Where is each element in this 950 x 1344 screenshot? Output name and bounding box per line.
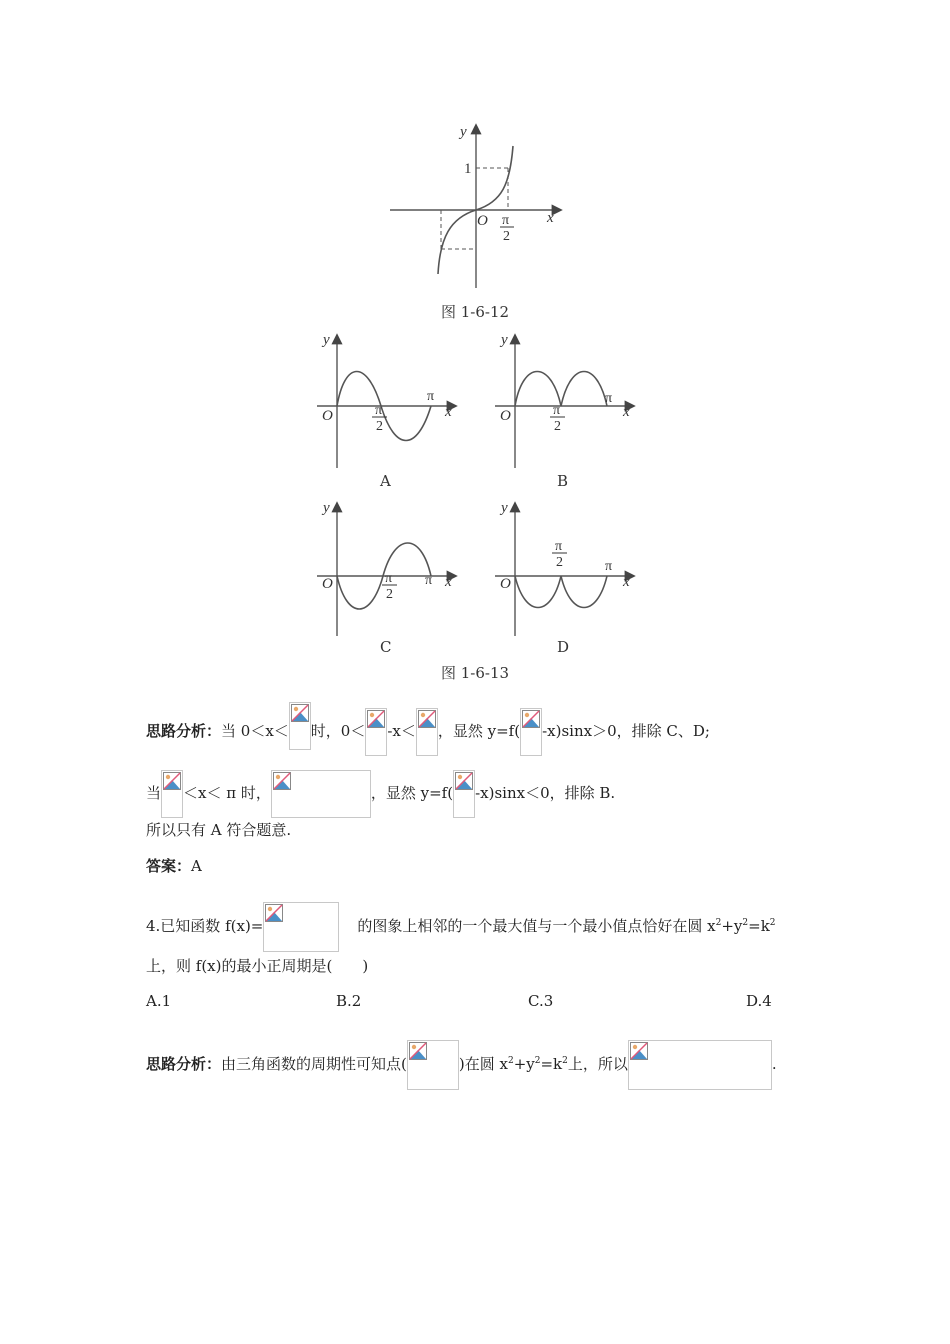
tick-label-pi-half: π xyxy=(553,403,561,418)
option-a: A.1 xyxy=(146,992,172,1010)
panel-label-b: B xyxy=(557,472,569,490)
text-segment: ＜x＜ π 时， xyxy=(183,784,271,802)
superscript: 2 xyxy=(562,1056,568,1066)
x-axis-label: x xyxy=(547,210,554,226)
option-b: B.2 xyxy=(336,992,362,1010)
tick-label-two: 2 xyxy=(503,229,510,244)
tick-label-one: 1 xyxy=(464,161,472,177)
text-segment: 当 0＜x＜ xyxy=(221,722,289,740)
answer-value: A xyxy=(191,857,202,875)
x-axis-label: x xyxy=(445,404,452,420)
origin-label: O xyxy=(500,576,511,592)
tick-label-two: 2 xyxy=(554,419,561,434)
answer-line xyxy=(146,856,202,876)
analysis-line-1 xyxy=(146,708,710,756)
superscript: 2 xyxy=(769,918,776,928)
text-segment: +y xyxy=(513,1055,535,1073)
superscript: 2 xyxy=(715,918,722,928)
curve-d xyxy=(515,576,607,608)
superscript: 2 xyxy=(534,1056,541,1066)
text-segment: =k xyxy=(748,917,770,935)
y-axis-label: y xyxy=(460,124,467,140)
tick-label-pi-half: π xyxy=(555,539,563,554)
superscript: 2 xyxy=(507,1056,514,1066)
tick-label-pi-half: π xyxy=(375,403,383,418)
tick-label-pi: π xyxy=(605,391,613,406)
figure-caption-2: 图 1-6-13 xyxy=(441,664,510,682)
tick-label-pi: π xyxy=(425,573,433,588)
formula-image-placeholder xyxy=(161,770,183,818)
text-segment: 当 xyxy=(146,784,162,802)
text-segment: +y xyxy=(721,917,743,935)
analysis-label: 思路分析： xyxy=(146,722,222,740)
question-4-line-2: 上，则 f(x)的最小正周期是( ) xyxy=(146,957,369,975)
formula-image-placeholder xyxy=(271,770,371,818)
tick-label-two: 2 xyxy=(376,419,383,434)
formula-image-placeholder xyxy=(263,902,339,952)
question-4-line xyxy=(146,902,776,952)
formula-image-placeholder xyxy=(365,708,387,756)
graph-panel-a xyxy=(315,330,460,470)
graph-panel-b xyxy=(493,330,638,470)
text-segment: )在圆 x xyxy=(458,1055,508,1073)
text-segment: 4.已知函数 f(x)= xyxy=(146,917,264,935)
origin-label: O xyxy=(322,576,333,592)
text-segment: 时，0＜ xyxy=(310,722,366,740)
figure-caption-1: 图 1-6-12 xyxy=(441,303,510,321)
text-segment: 上，所以 xyxy=(567,1055,628,1073)
text-segment: -x)sinx＞0，排除 C、D; xyxy=(542,722,710,740)
option-c: C.3 xyxy=(528,992,554,1010)
analysis-label: 思路分析： xyxy=(146,1055,222,1073)
formula-image-placeholder xyxy=(407,1040,459,1090)
formula-image-placeholder xyxy=(520,708,542,756)
answer-label: 答案： xyxy=(146,857,192,875)
formula-image-placeholder xyxy=(453,770,475,818)
text-segment: -x＜ xyxy=(387,722,416,740)
option-d: D.4 xyxy=(746,992,772,1010)
graph-panel-d xyxy=(493,498,638,638)
text-segment: ，显然 y=f( xyxy=(370,784,454,802)
origin-label: O xyxy=(322,408,333,424)
text-segment: ，显然 y=f( xyxy=(437,722,521,740)
tick-label-two: 2 xyxy=(386,587,393,602)
formula-image-placeholder xyxy=(289,702,311,750)
origin-label: O xyxy=(500,408,511,424)
curve-b xyxy=(515,372,607,407)
graph-panel-c xyxy=(315,498,460,638)
tick-label-pi: π xyxy=(502,213,510,228)
formula-image-placeholder xyxy=(628,1040,772,1090)
y-axis-label: y xyxy=(501,500,508,516)
tick-label-pi: π xyxy=(605,559,613,574)
origin-label: O xyxy=(477,213,488,229)
analysis-line-2 xyxy=(146,770,615,818)
text-segment: -x)sinx＜0，排除 B. xyxy=(475,784,616,802)
analysis-line-3 xyxy=(146,1040,777,1090)
panel-label-a: A xyxy=(380,472,391,490)
conclusion-text: 所以只有 A 符合题意. xyxy=(146,821,292,839)
tick-label-pi: π xyxy=(427,389,435,404)
x-axis-label: x xyxy=(623,574,630,590)
superscript: 2 xyxy=(742,918,749,928)
x-axis-label: x xyxy=(445,574,452,590)
panel-label-c: C xyxy=(380,638,392,656)
text-segment: 由三角函数的周期性可知点( xyxy=(221,1055,407,1073)
text-segment: . xyxy=(771,1055,777,1073)
tick-label-pi-half: π xyxy=(385,571,393,586)
y-axis-label: y xyxy=(501,332,508,348)
y-axis-label: y xyxy=(323,332,330,348)
panel-label-d: D xyxy=(557,638,570,656)
formula-image-placeholder xyxy=(416,708,438,756)
tick-label-two: 2 xyxy=(556,555,563,570)
text-segment: =k xyxy=(540,1055,563,1073)
text-segment: 的图象上相邻的一个最大值与一个最小值点恰好在圆 x xyxy=(357,917,716,935)
y-axis-label: y xyxy=(323,500,330,516)
x-axis-label: x xyxy=(623,404,630,420)
figure-1-6-12 xyxy=(380,118,570,290)
